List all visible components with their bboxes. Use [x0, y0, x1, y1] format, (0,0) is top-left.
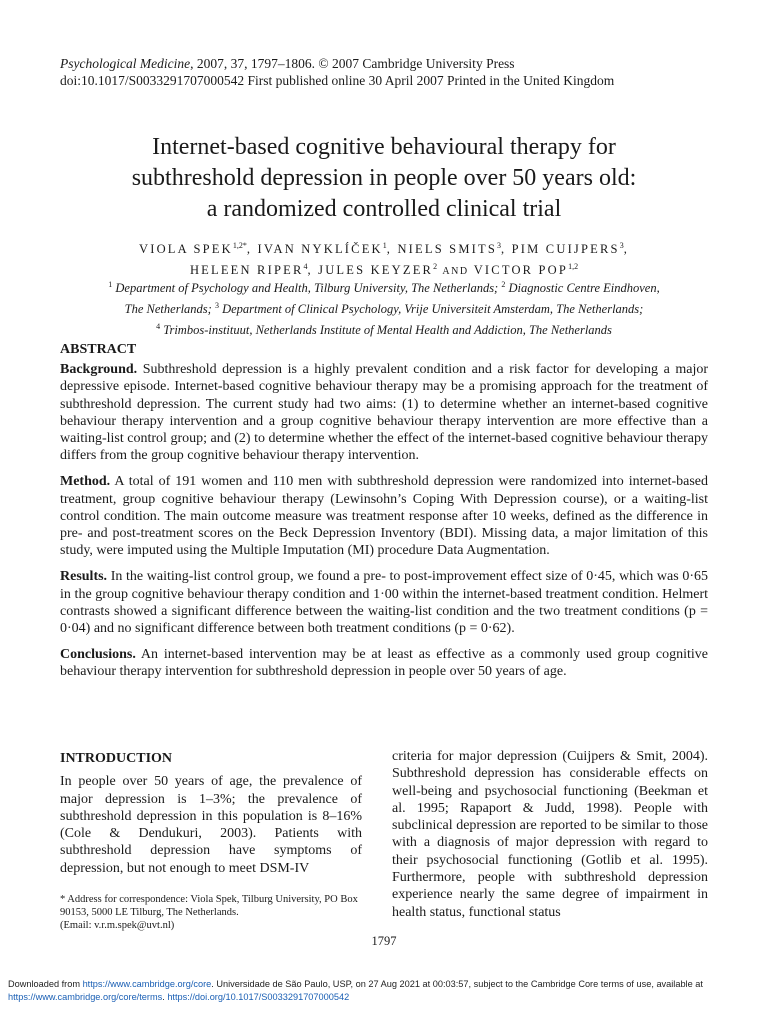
- background-text: Subthreshold depression is a highly prevalent condition and a risk factor for developing a major depressive episode. Internet-based cognitive behaviour therapy may be a promising approach for the treatment of subthreshold depression. The current study had two aims: (1) to determine whether an internet-based cognitive behaviour therapy intervention and a group cognitive behaviour therapy intervention are more effective than a waiting-list control group; and (2) to determine whether the effect of the internet-based cognitive behaviour therapy differs from the group cognitive behaviour therapy intervention.: [60, 362, 708, 464]
- affiliation-text: Trimbos-instituut, Netherlands Institute of Mental Health and Addiction, The Netherlands: [163, 323, 612, 338]
- download-middle: . Universidade de São Paulo, USP, on 27 Aug 2021 at 00:03:57, subject to the Cambridge Core terms of use, available at: [211, 979, 703, 989]
- results-text: In the waiting-list control group, we found a pre- to post-improvement effect size of 0·45, which was 0·65 in the group cognitive behaviour therapy condition and 1·00 within the internet-based treatment condition. Helmert contrasts showed a significant difference between the waiting-list condition and the two treatment conditions (p = 0·04) and no significant difference between both treatment conditions (p = 0·62).: [60, 569, 708, 637]
- affiliation-line-3: [40, 318, 728, 339]
- affiliation-sup: 1: [108, 280, 113, 289]
- affiliation-sup: 3: [214, 301, 219, 311]
- affiliation-sup: 4: [156, 322, 161, 332]
- author-name: VICTOR POP: [473, 263, 569, 278]
- author-name: HELEEN RIPER: [189, 263, 304, 278]
- abstract-method: [60, 473, 708, 559]
- affiliation-line-1: [40, 276, 728, 297]
- title-line-2: subthreshold depression in people over 50 years old:: [131, 165, 637, 191]
- abstract-results: [60, 568, 708, 637]
- results-label: Results.: [60, 569, 108, 585]
- author-list: [40, 237, 728, 280]
- doi-line: doi:10.1017/S0033291707000542 First published online 30 April 2007 Printed in the United Kingdom: [60, 73, 615, 88]
- download-notice: [8, 978, 764, 1003]
- conclusions-label: Conclusions.: [60, 647, 136, 663]
- doi-link[interactable]: https://doi.org/10.1017/S0033291707000542: [167, 991, 350, 1002]
- footnote-email: (Email: v.r.m.spek@uvt.nl): [60, 920, 175, 931]
- method-label: Method.: [60, 474, 111, 490]
- abstract-background: [60, 361, 708, 464]
- journal-issue: , 2007, 37, 1797–1806. © 2007 Cambridge University Press: [190, 56, 515, 71]
- journal-name: Psychological Medicine: [60, 56, 191, 71]
- author-name: IVAN NYKLÍČEK: [257, 242, 383, 257]
- terms-link[interactable]: https://www.cambridge.org/core/terms: [8, 991, 163, 1002]
- page-number: 1797: [371, 934, 397, 948]
- author-name: JULES KEYZER: [318, 263, 434, 278]
- affiliation-sup: 2: [501, 280, 506, 289]
- introduction-left-column: [60, 750, 362, 877]
- author-name: VIOLA SPEK: [138, 242, 233, 257]
- author-name: PIM CUIJPERS: [511, 242, 620, 257]
- author-sup: 2: [433, 262, 438, 272]
- abstract-heading: ABSTRACT: [60, 342, 137, 357]
- author-sup: 1,2: [568, 262, 579, 272]
- affiliation-text: Department of Psychology and Health, Tilburg University, The Netherlands;: [115, 281, 499, 296]
- author-sup: 4: [303, 262, 308, 272]
- title-line-3: a randomized controlled clinical trial: [206, 196, 562, 222]
- abstract-section: [60, 341, 708, 690]
- author-name: NIELS SMITS: [397, 242, 497, 257]
- author-sup: 1: [382, 241, 387, 250]
- download-prefix: Downloaded from: [8, 979, 83, 989]
- method-text: A total of 191 women and 110 men with subthreshold depression were randomized into internet-based treatment, group cognitive behaviour therapy (Lewinsohn’s Coping With Depression course), or a waiting-list control condition. The main outcome measure was treatment response after 10 weeks, defined as the difference in pre- and post-treatment scores on the Beck Depression Inventory (BDI). Missing data, a major limitation of this study, were imputed using the Multiple Imputation (MI) procedure Data Augmentation.: [60, 474, 708, 559]
- introduction-paragraph: In people over 50 years of age, the prevalence of major depression is 1–3%; the prevalence of subthreshold depression in this population is 8–16% (Cole & Dendukuri, 2003). Patients with subthreshold depression have symptoms of depression, but not enough to meet DSM-IV: [60, 774, 362, 876]
- introduction-right-column: [392, 748, 708, 921]
- affiliation-text: Department of Clinical Psychology, Vrije Universiteit Amsterdam, The Netherlands;: [222, 302, 644, 317]
- conclusions-text: An internet-based intervention may be at least as effective as a commonly used group cognitive behaviour therapy intervention for subthreshold depression in people over 50 years of age.: [60, 647, 708, 680]
- background-label: Background.: [60, 362, 138, 378]
- article-title: [40, 132, 728, 225]
- correspondence-footnote: [60, 893, 362, 932]
- journal-citation: [60, 55, 614, 72]
- cambridge-core-link[interactable]: https://www.cambridge.org/core: [82, 979, 212, 989]
- author-sup: 3: [619, 241, 624, 250]
- affiliations: [40, 276, 728, 339]
- affiliation-text: Diagnostic Centre Eindhoven,: [508, 281, 660, 296]
- author-line-1: VIOLA $SPEK^{1,2*}$, IVAN NYKLÍČEK$^1$, NIELS SMITS$^3$, PIM CUIJPERS$^3$,: [138, 241, 630, 257]
- introduction-continued: criteria for major depression (Cuijpers & Smit, 2004). Subthreshold depression has considerable effects on well-being and psychosocial functioning (Beekman et al. 1995; Rapaport & Judd, 1998). People with subclinical depression are reported to be similar to those with a diagnosis of major depression with regard to their psychosocial functioning (Gotlib et al. 1995). Furthermore, people with subthreshold depression experience nearly the same degree of impairment in health status, functional status: [392, 749, 708, 920]
- footnote-address: * Address for correspondence: Viola Spek, Tilburg University, PO Box 90153, 5000 LE Tilburg, The Netherlands.: [60, 894, 358, 918]
- author-sup: 3: [497, 241, 501, 250]
- author-and: AND: [442, 266, 469, 278]
- author-sup: 1,2*: [232, 241, 247, 250]
- affiliation-line-2: [40, 297, 728, 318]
- affiliation-text: The Netherlands;: [124, 302, 212, 317]
- abstract-conclusions: [60, 646, 708, 680]
- download-separator: .: [162, 991, 168, 1002]
- title-line-1: Internet-based cognitive behavioural therapy for: [152, 134, 616, 160]
- journal-header: [60, 55, 614, 89]
- author-line-2: HELEEN RIPER$^4$, JULES KEYZER$^2$ AND VICTOR POP$^{1,2}$: [189, 262, 579, 278]
- introduction-heading: INTRODUCTION: [60, 751, 173, 766]
